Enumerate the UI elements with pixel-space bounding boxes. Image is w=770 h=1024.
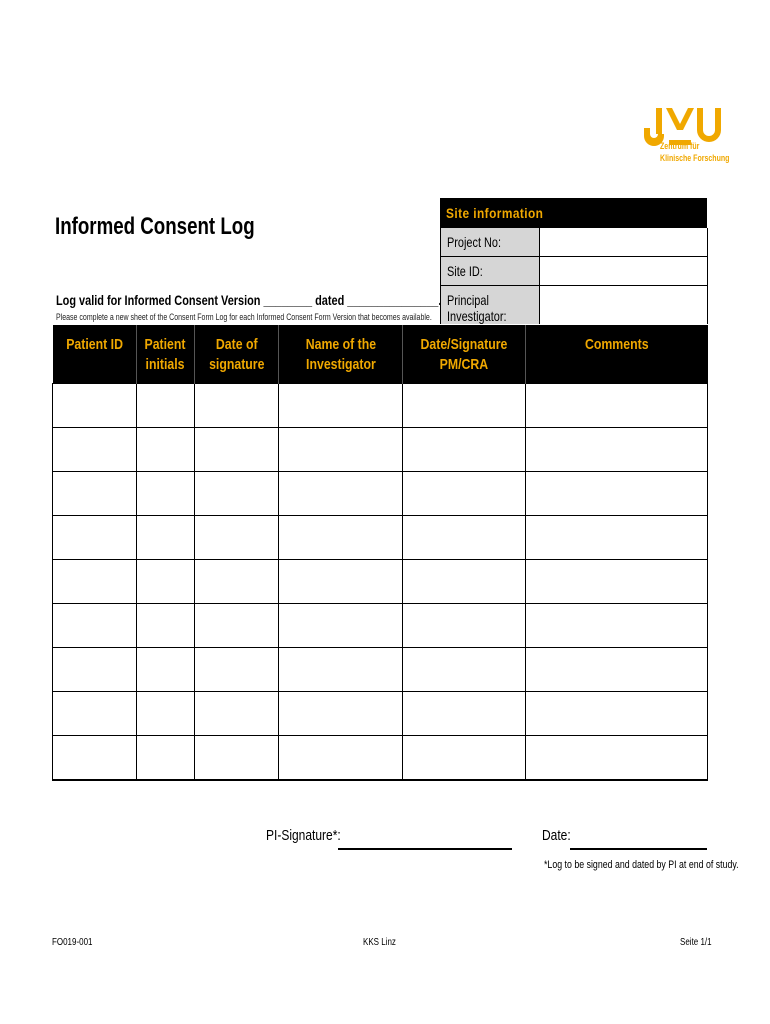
table-row bbox=[53, 604, 708, 648]
pi-label-line1: Principal bbox=[447, 292, 489, 308]
pi-label-cell bbox=[441, 286, 540, 324]
col-header-patient-id: Patient ID bbox=[53, 325, 137, 384]
table-cell[interactable] bbox=[53, 472, 137, 516]
logo-subtitle bbox=[660, 140, 729, 164]
col-header-comments: Comments bbox=[526, 325, 708, 384]
table-row bbox=[53, 428, 708, 472]
table-cell[interactable] bbox=[279, 472, 403, 516]
table-cell[interactable] bbox=[53, 560, 137, 604]
table-row bbox=[53, 648, 708, 692]
site-row-pi bbox=[441, 286, 708, 324]
pi-signature-label: PI-Signature*: bbox=[266, 827, 341, 844]
table-cell[interactable] bbox=[403, 516, 526, 560]
date-label: Date: bbox=[542, 827, 571, 844]
pi-field[interactable] bbox=[540, 286, 708, 324]
site-id-label: Site ID: bbox=[447, 263, 483, 279]
table-cell[interactable] bbox=[195, 472, 279, 516]
footer-organization: KKS Linz bbox=[363, 937, 396, 948]
table-header-row bbox=[53, 325, 708, 384]
site-info-header-label: Site information bbox=[446, 205, 544, 221]
table-cell[interactable] bbox=[526, 560, 708, 604]
table-cell[interactable] bbox=[137, 648, 195, 692]
pi-signature-line[interactable] bbox=[338, 848, 512, 850]
table-cell[interactable] bbox=[195, 428, 279, 472]
table-cell[interactable] bbox=[279, 648, 403, 692]
table-cell[interactable] bbox=[53, 604, 137, 648]
table-cell[interactable] bbox=[403, 560, 526, 604]
site-id-field[interactable] bbox=[540, 257, 708, 285]
table-cell[interactable] bbox=[403, 384, 526, 428]
project-no-label-cell bbox=[441, 228, 540, 256]
col-header-date-signature-pm-cra: Date/Signature PM/CRA bbox=[403, 325, 526, 384]
table-cell[interactable] bbox=[137, 428, 195, 472]
site-info-table bbox=[440, 228, 708, 324]
table-cell[interactable] bbox=[279, 384, 403, 428]
table-cell[interactable] bbox=[403, 604, 526, 648]
table-cell[interactable] bbox=[195, 516, 279, 560]
table-cell[interactable] bbox=[279, 692, 403, 736]
table-cell[interactable] bbox=[53, 736, 137, 781]
table-row bbox=[53, 384, 708, 428]
table-cell[interactable] bbox=[195, 736, 279, 781]
project-no-field[interactable] bbox=[540, 228, 708, 256]
date-line[interactable] bbox=[570, 848, 707, 850]
version-line: Log valid for Informed Consent Version ________ dated _______________. bbox=[56, 292, 442, 308]
table-cell[interactable] bbox=[53, 428, 137, 472]
page-title: Informed Consent Log bbox=[55, 213, 255, 240]
table-cell[interactable] bbox=[195, 560, 279, 604]
pi-label-line2: Investigator: bbox=[447, 308, 507, 324]
site-row-site-id bbox=[441, 257, 708, 286]
table-cell[interactable] bbox=[279, 560, 403, 604]
table-cell[interactable] bbox=[526, 428, 708, 472]
site-id-label-cell bbox=[441, 257, 540, 285]
table-cell[interactable] bbox=[137, 472, 195, 516]
table-cell[interactable] bbox=[403, 648, 526, 692]
table-cell[interactable] bbox=[137, 604, 195, 648]
table-cell[interactable] bbox=[403, 472, 526, 516]
table-cell[interactable] bbox=[195, 648, 279, 692]
instruction-note: Please complete a new sheet of the Consent Form Log for each Informed Consent Form Version that becomes available. bbox=[56, 312, 432, 322]
table-cell[interactable] bbox=[195, 692, 279, 736]
table-cell[interactable] bbox=[526, 692, 708, 736]
table-cell[interactable] bbox=[526, 648, 708, 692]
table-cell[interactable] bbox=[526, 384, 708, 428]
table-cell[interactable] bbox=[526, 604, 708, 648]
table-row bbox=[53, 516, 708, 560]
table-cell[interactable] bbox=[53, 384, 137, 428]
table-cell[interactable] bbox=[279, 428, 403, 472]
table-cell[interactable] bbox=[279, 604, 403, 648]
table-cell[interactable] bbox=[195, 604, 279, 648]
site-row-project bbox=[441, 228, 708, 257]
consent-log-table bbox=[52, 325, 708, 781]
table-cell[interactable] bbox=[526, 472, 708, 516]
table-row bbox=[53, 692, 708, 736]
table-cell[interactable] bbox=[137, 692, 195, 736]
col-header-date-of-signature: Date of signature bbox=[195, 325, 279, 384]
table-cell[interactable] bbox=[279, 736, 403, 781]
table-cell[interactable] bbox=[137, 560, 195, 604]
table-cell[interactable] bbox=[137, 736, 195, 781]
footer-page-number: Seite 1/1 bbox=[680, 937, 712, 948]
table-cell[interactable] bbox=[137, 384, 195, 428]
signature-footnote: *Log to be signed and dated by PI at end of study. bbox=[544, 859, 739, 871]
table-cell[interactable] bbox=[53, 692, 137, 736]
table-row bbox=[53, 472, 708, 516]
table-cell[interactable] bbox=[195, 384, 279, 428]
col-header-patient-initials: Patient initials bbox=[137, 325, 195, 384]
table-cell[interactable] bbox=[403, 428, 526, 472]
col-header-investigator-name: Name of the Investigator bbox=[279, 325, 403, 384]
table-cell[interactable] bbox=[137, 516, 195, 560]
project-no-label: Project No: bbox=[447, 234, 502, 250]
table-cell[interactable] bbox=[526, 736, 708, 781]
table-cell[interactable] bbox=[403, 736, 526, 781]
site-info-header bbox=[440, 198, 707, 228]
logo-subtitle-line2: Klinische Forschung bbox=[660, 153, 730, 163]
table-cell[interactable] bbox=[53, 648, 137, 692]
footer-form-id: FO019-001 bbox=[52, 937, 93, 948]
table-cell[interactable] bbox=[279, 516, 403, 560]
table-cell[interactable] bbox=[53, 516, 137, 560]
pi-label bbox=[447, 292, 506, 324]
table-cell[interactable] bbox=[526, 516, 708, 560]
table-row bbox=[53, 560, 708, 604]
table-row bbox=[53, 736, 708, 781]
logo-subtitle-line1: Zentrum für bbox=[660, 141, 700, 151]
table-cell[interactable] bbox=[403, 692, 526, 736]
